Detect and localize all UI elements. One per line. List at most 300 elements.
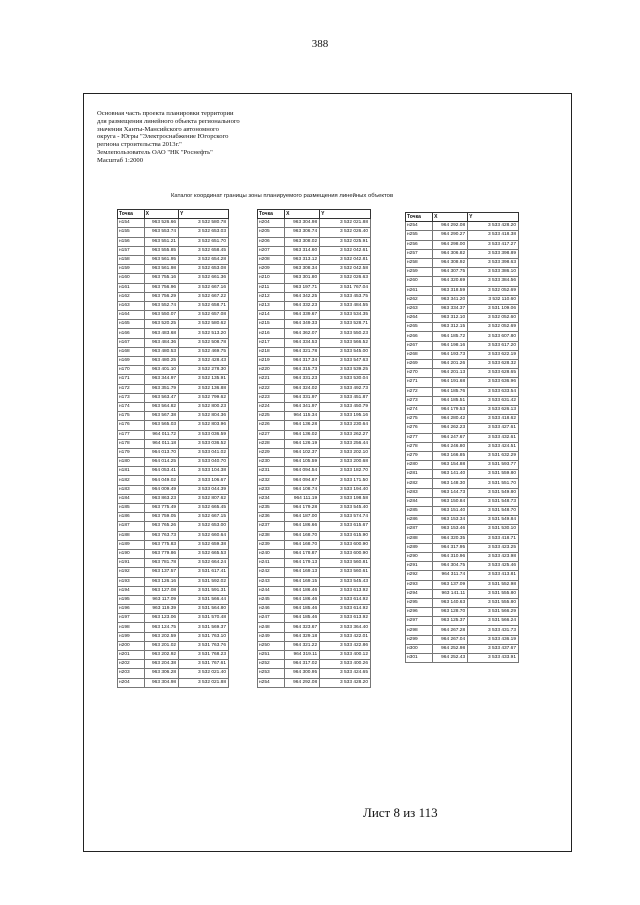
y-cell: 3 532 026.40 (320, 228, 371, 237)
point-cell: н188 (118, 531, 145, 540)
y-cell: 3 533 484.55 (320, 301, 371, 310)
document-header (97, 110, 337, 165)
x-cell: 963 550.07 (144, 311, 178, 320)
x-cell: 964 280.42 (433, 415, 468, 424)
y-cell: 3 531 548.73 (468, 497, 519, 506)
point-cell: н244 (258, 586, 285, 595)
x-cell: 964 321.22 (285, 641, 320, 650)
x-cell: 963 565.03 (144, 421, 178, 430)
point-cell: н301 (406, 654, 433, 663)
point-cell: н202 (118, 660, 145, 669)
point-cell: н269 (406, 360, 433, 369)
point-cell: н200 (118, 641, 145, 650)
table-row (118, 595, 229, 604)
point-cell: н250 (258, 641, 285, 650)
y-cell: 3 532 026.63 (320, 274, 371, 283)
y-cell: 3 531 555.80 (468, 589, 519, 598)
y-cell: 3 533 607.80 (468, 332, 519, 341)
x-cell: 963 775.83 (144, 540, 178, 549)
y-cell: 3 533 615.67 (320, 522, 371, 531)
y-cell: 3 531 570.48 (179, 614, 229, 623)
x-cell: 963 520.25 (144, 320, 178, 329)
table-row (118, 467, 229, 476)
y-cell: 3 532 664.24 (179, 559, 229, 568)
y-cell: 3 533 633.54 (468, 387, 519, 396)
x-cell: 964 094.54 (285, 467, 320, 476)
table-row (118, 494, 229, 503)
y-cell: 3 533 194.40 (320, 485, 371, 494)
point-cell: н190 (118, 549, 145, 558)
y-cell: 3 531 566.24 (468, 617, 519, 626)
y-cell: 3 531 552.98 (468, 580, 519, 589)
table-row (118, 228, 229, 237)
x-cell: 963 154.88 (433, 461, 468, 470)
y-cell: 3 532 052.60 (468, 314, 519, 323)
x-cell: 963 201.02 (144, 641, 178, 650)
x-cell: 963 308.34 (285, 265, 320, 274)
table-row (406, 341, 519, 350)
y-cell: 3 533 600.90 (320, 540, 371, 549)
point-cell: н162 (118, 292, 145, 301)
y-cell: 3 533 200.68 (320, 458, 371, 467)
x-cell: 963 128.70 (433, 608, 468, 617)
x-cell: 964 105.59 (285, 458, 320, 467)
point-cell: н206 (258, 237, 285, 246)
point-cell: н254 (406, 222, 433, 231)
x-cell: 964 201.13 (433, 369, 468, 378)
point-cell: н298 (406, 626, 433, 635)
y-cell: 3 532 658.45 (179, 246, 229, 255)
point-cell: н218 (258, 347, 285, 356)
y-cell: 3 533 424.65 (320, 669, 371, 678)
y-cell: 3 533 560.81 (320, 559, 371, 568)
y-cell: 3 533 614.92 (320, 605, 371, 614)
point-cell: н254 (258, 678, 285, 687)
x-cell: 963 561.98 (144, 265, 178, 274)
y-cell: 3 533 400.26 (320, 660, 371, 669)
x-cell: 963 308.02 (285, 237, 320, 246)
table-row (258, 219, 371, 228)
y-cell: 3 532 136.88 (179, 384, 229, 393)
table-row (258, 347, 371, 356)
y-cell: 3 533 262.27 (320, 430, 371, 439)
point-cell: н243 (258, 577, 285, 586)
point-cell: н233 (258, 485, 285, 494)
x-cell: 963 126.16 (144, 577, 178, 586)
table-row (406, 295, 519, 304)
header-line: Землепользователь ОАО "НК "Роснефть" (97, 148, 213, 156)
point-cell: н169 (118, 357, 145, 366)
point-cell: н229 (258, 448, 285, 457)
x-cell: 964 014.25 (144, 458, 178, 467)
table-row (118, 540, 229, 549)
x-cell: 963 202.92 (144, 651, 178, 660)
point-cell: н221 (258, 375, 285, 384)
column-header: Точка (406, 213, 433, 222)
y-cell: 3 532 042.81 (320, 255, 371, 264)
table-row (118, 338, 229, 347)
header-line: Основная часть проекта планировки территории (97, 110, 234, 117)
point-cell: н161 (118, 283, 145, 292)
table-row (406, 369, 519, 378)
point-cell: н249 (258, 632, 285, 641)
x-cell: 963 781.78 (144, 559, 178, 568)
point-cell: н201 (118, 651, 145, 660)
table-row (406, 231, 519, 240)
table-row (258, 311, 371, 320)
x-cell: 964 247.67 (433, 433, 468, 442)
x-cell: 963 313.12 (285, 255, 320, 264)
point-cell: н286 (406, 516, 433, 525)
point-cell: н170 (118, 366, 145, 375)
point-cell: н238 (258, 531, 285, 540)
table-row (406, 479, 519, 488)
point-cell: н155 (118, 228, 145, 237)
x-cell: 963 401.10 (144, 366, 178, 375)
table-row (406, 323, 519, 332)
x-cell: 963 756.96 (144, 283, 178, 292)
point-cell: н247 (258, 614, 285, 623)
x-cell: 964 185.46 (285, 614, 320, 623)
catalog-title: Каталог координат границы зоны планируемого размещения линейных объектов (171, 193, 394, 199)
table-row (258, 430, 371, 439)
point-cell: н220 (258, 366, 285, 375)
point-cell: н208 (258, 255, 285, 264)
table-row (406, 304, 519, 313)
point-cell: н189 (118, 540, 145, 549)
x-cell: 963 304.98 (285, 219, 320, 228)
y-cell: 3 531 767.04 (320, 283, 371, 292)
point-cell: н285 (406, 507, 433, 516)
table-row (258, 660, 371, 669)
x-cell: 964 262.23 (433, 424, 468, 433)
x-cell: 964 185.76 (433, 387, 468, 396)
y-cell: 3 533 534.35 (320, 311, 371, 320)
point-cell: н257 (406, 249, 433, 258)
table-row (258, 384, 371, 393)
table-row (258, 651, 371, 660)
point-cell: н166 (118, 329, 145, 338)
table-row (258, 595, 371, 604)
y-cell: 3 532 651.70 (179, 237, 229, 246)
x-cell: 963 484.36 (144, 338, 178, 347)
table-row (118, 669, 229, 678)
point-cell: н294 (406, 589, 433, 598)
table-row (406, 608, 519, 617)
point-cell: н273 (406, 396, 433, 405)
table-row (258, 237, 371, 246)
point-cell: н193 (118, 577, 145, 586)
point-cell: н284 (406, 497, 433, 506)
table-row (406, 644, 519, 653)
point-cell: н277 (406, 433, 433, 442)
table-row (258, 375, 371, 384)
point-cell: н174 (118, 402, 145, 411)
table-row (406, 543, 519, 552)
table-row (118, 513, 229, 522)
y-cell: 3 533 528.71 (320, 320, 371, 329)
table-row (406, 405, 519, 414)
x-cell: 963 202.59 (144, 632, 178, 641)
y-cell: 3 533 631.42 (468, 396, 519, 405)
table-row (258, 255, 371, 264)
x-cell: 964 011.72 (144, 430, 178, 439)
point-cell: н282 (406, 479, 433, 488)
x-cell: 964 115.34 (285, 412, 320, 421)
x-cell: 963 755.16 (144, 274, 178, 283)
table-row (118, 458, 229, 467)
header-line: Масштаб 1:2000 (97, 156, 144, 164)
table-row (258, 467, 371, 476)
header-line: значения Ханты-Мансийского автономного (97, 125, 219, 133)
table-row (118, 237, 229, 246)
table-row (118, 448, 229, 457)
x-cell: 964 362.07 (285, 329, 320, 338)
y-cell: 3 531 555.80 (468, 598, 519, 607)
y-cell: 3 531 617.41 (179, 568, 229, 577)
table-row (258, 485, 371, 494)
table-row (406, 249, 519, 258)
x-cell: 964 011.18 (144, 439, 178, 448)
x-cell: 963 306.74 (285, 228, 320, 237)
x-cell: 964 311.74 (433, 571, 468, 580)
table-row (406, 350, 519, 359)
point-cell: н160 (118, 274, 145, 283)
x-cell: 964 201.26 (433, 360, 468, 369)
x-cell: 964 329.18 (285, 632, 320, 641)
y-cell: 3 532 657.08 (179, 311, 229, 320)
x-cell: 964 319.11 (285, 651, 320, 660)
y-cell: 3 533 413.81 (468, 571, 519, 580)
column-header: X (144, 210, 178, 219)
x-cell: 963 306.28 (144, 669, 178, 678)
x-cell: 964 108.74 (285, 485, 320, 494)
y-cell: 3 532 667.22 (179, 292, 229, 301)
y-cell: 3 531 559.80 (468, 470, 519, 479)
y-cell: 3 532 580.62 (179, 320, 229, 329)
point-cell: н290 (406, 552, 433, 561)
point-cell: н263 (406, 304, 433, 313)
point-cell: н242 (258, 568, 285, 577)
point-cell: н203 (118, 669, 145, 678)
y-cell: 3 533 423.98 (468, 552, 519, 561)
x-cell: 963 775.49 (144, 504, 178, 513)
y-cell: 3 533 545.00 (320, 347, 371, 356)
y-cell: 3 533 041.02 (179, 448, 229, 457)
table-row (258, 632, 371, 641)
y-cell: 3 533 550.23 (320, 329, 371, 338)
point-cell: н222 (258, 384, 285, 393)
table-row (118, 632, 229, 641)
point-cell: н255 (406, 231, 433, 240)
table-row (258, 669, 371, 678)
point-cell: н209 (258, 265, 285, 274)
point-cell: н223 (258, 393, 285, 402)
y-cell: 3 533 417.27 (468, 240, 519, 249)
point-cell: н276 (406, 424, 433, 433)
table-row (406, 277, 519, 286)
point-cell: н275 (406, 415, 433, 424)
y-cell: 3 533 384.56 (468, 277, 519, 286)
x-cell: 964 111.19 (285, 494, 320, 503)
y-cell: 3 533 398.63 (468, 258, 519, 267)
point-cell: н236 (258, 513, 285, 522)
y-cell: 3 532 042.61 (320, 246, 371, 255)
table-row (118, 375, 229, 384)
point-cell: н195 (118, 595, 145, 604)
y-cell: 3 532 513.20 (179, 329, 229, 338)
table-row (258, 623, 371, 632)
x-cell: 964 342.25 (285, 292, 320, 301)
point-cell: н235 (258, 504, 285, 513)
table-row (258, 265, 371, 274)
y-cell: 3 531 530.10 (468, 525, 519, 534)
table-row (406, 314, 519, 323)
sheet-label: Лист 8 из 113 (363, 805, 438, 820)
coordinates-table-2 (257, 209, 371, 688)
table-row (118, 412, 229, 421)
y-cell: 3 533 560.61 (320, 568, 371, 577)
x-cell: 963 563.47 (144, 393, 178, 402)
table-row (406, 415, 519, 424)
point-cell: н264 (406, 314, 433, 323)
x-cell: 963 144.73 (433, 488, 468, 497)
x-cell: 963 312.10 (433, 314, 468, 323)
x-cell: 964 102.37 (285, 448, 320, 457)
x-cell: 964 320.69 (433, 277, 468, 286)
y-cell: 3 532 654.28 (179, 255, 229, 264)
point-cell: н248 (258, 623, 285, 632)
x-cell: 964 169.13 (285, 568, 320, 577)
point-cell: н291 (406, 562, 433, 571)
y-cell: 3 532 659.38 (179, 540, 229, 549)
y-cell: 3 532 021.88 (320, 219, 371, 228)
y-cell: 3 533 198.58 (320, 494, 371, 503)
y-cell: 3 532 469.75 (179, 347, 229, 356)
y-cell: 3 533 431.73 (468, 626, 519, 635)
x-cell: 964 292.08 (285, 678, 320, 687)
x-cell: 964 320.35 (433, 534, 468, 543)
table-row (258, 246, 371, 255)
x-cell: 963 314.60 (285, 246, 320, 255)
x-cell: 964 339.67 (285, 311, 320, 320)
table-row (406, 654, 519, 663)
y-cell: 3 533 040.70 (179, 458, 229, 467)
y-cell: 3 533 425.46 (468, 562, 519, 571)
point-cell: н283 (406, 488, 433, 497)
x-cell: 964 324.02 (285, 384, 320, 393)
y-cell: 3 533 423.25 (468, 543, 519, 552)
point-cell: н288 (406, 534, 433, 543)
table-row (406, 635, 519, 644)
y-cell: 3 532 042.58 (320, 265, 371, 274)
y-cell: 3 531 109.06 (468, 304, 519, 313)
table-header-row (118, 210, 229, 219)
table-row (118, 568, 229, 577)
y-cell: 3 533 044.39 (179, 485, 229, 494)
point-cell: н173 (118, 393, 145, 402)
coordinates-table-1 (117, 209, 229, 688)
point-cell: н207 (258, 246, 285, 255)
point-cell: н194 (118, 586, 145, 595)
table-row (118, 265, 229, 274)
table-row (406, 626, 519, 635)
y-cell: 3 531 763.10 (179, 632, 229, 641)
y-cell: 3 531 548.70 (468, 507, 519, 516)
table-row (406, 286, 519, 295)
x-cell: 963 166.85 (433, 451, 468, 460)
table-row (258, 357, 371, 366)
y-cell: 3 533 230.64 (320, 421, 371, 430)
x-cell: 964 185.72 (433, 332, 468, 341)
x-cell: 964 304.75 (433, 562, 468, 571)
point-cell: н175 (118, 412, 145, 421)
y-cell: 3 533 547.63 (320, 357, 371, 366)
x-cell: 964 252.43 (433, 654, 468, 663)
y-cell: 3 532 135.91 (179, 375, 229, 384)
column-header: Точка (118, 210, 145, 219)
y-cell: 3 532 661.36 (179, 274, 229, 283)
y-cell: 3 533 364.40 (320, 623, 371, 632)
x-cell: 963 123.06 (144, 614, 178, 623)
table-row (258, 513, 371, 522)
table-row (406, 525, 519, 534)
table-row (118, 347, 229, 356)
x-cell: 964 198.16 (433, 341, 468, 350)
point-cell: н182 (118, 476, 145, 485)
point-cell: н259 (406, 268, 433, 277)
point-cell: н253 (258, 669, 285, 678)
x-cell: 964 185.46 (285, 605, 320, 614)
point-cell: н176 (118, 421, 145, 430)
table-row (258, 458, 371, 467)
x-cell: 963 127.08 (144, 586, 178, 595)
table-row (118, 678, 229, 687)
x-cell: 964 179.13 (285, 559, 320, 568)
x-cell: 964 186.66 (285, 522, 320, 531)
table-row (258, 402, 371, 411)
y-cell: 3 533 424.51 (468, 442, 519, 451)
y-cell: 3 533 628.32 (468, 360, 519, 369)
x-cell: 964 168.70 (285, 540, 320, 549)
point-cell: н258 (406, 258, 433, 267)
x-cell: 964 169.15 (285, 577, 320, 586)
y-cell: 3 531 564.80 (179, 605, 229, 614)
x-cell: 963 140.63 (433, 598, 468, 607)
point-cell: н256 (406, 240, 433, 249)
x-cell: 963 765.26 (144, 522, 178, 531)
table-row (118, 605, 229, 614)
x-cell: 964 013.70 (144, 448, 178, 457)
y-cell: 3 533 433.91 (468, 654, 519, 663)
point-cell: н204 (258, 219, 285, 228)
point-cell: н219 (258, 357, 285, 366)
point-cell: н224 (258, 402, 285, 411)
point-cell: н165 (118, 320, 145, 329)
point-cell: н251 (258, 651, 285, 660)
y-cell: 3 533 422.86 (320, 641, 371, 650)
y-cell: 3 533 613.92 (320, 614, 371, 623)
x-cell: 963 779.86 (144, 549, 178, 558)
point-cell: н246 (258, 605, 285, 614)
x-cell: 963 351.79 (144, 384, 178, 393)
x-cell: 964 315.73 (285, 366, 320, 375)
table-row (406, 507, 519, 516)
x-cell: 963 552.74 (144, 301, 178, 310)
table-row (118, 531, 229, 540)
y-cell: 3 532 508.78 (179, 338, 229, 347)
y-cell: 3 533 545.40 (320, 504, 371, 513)
